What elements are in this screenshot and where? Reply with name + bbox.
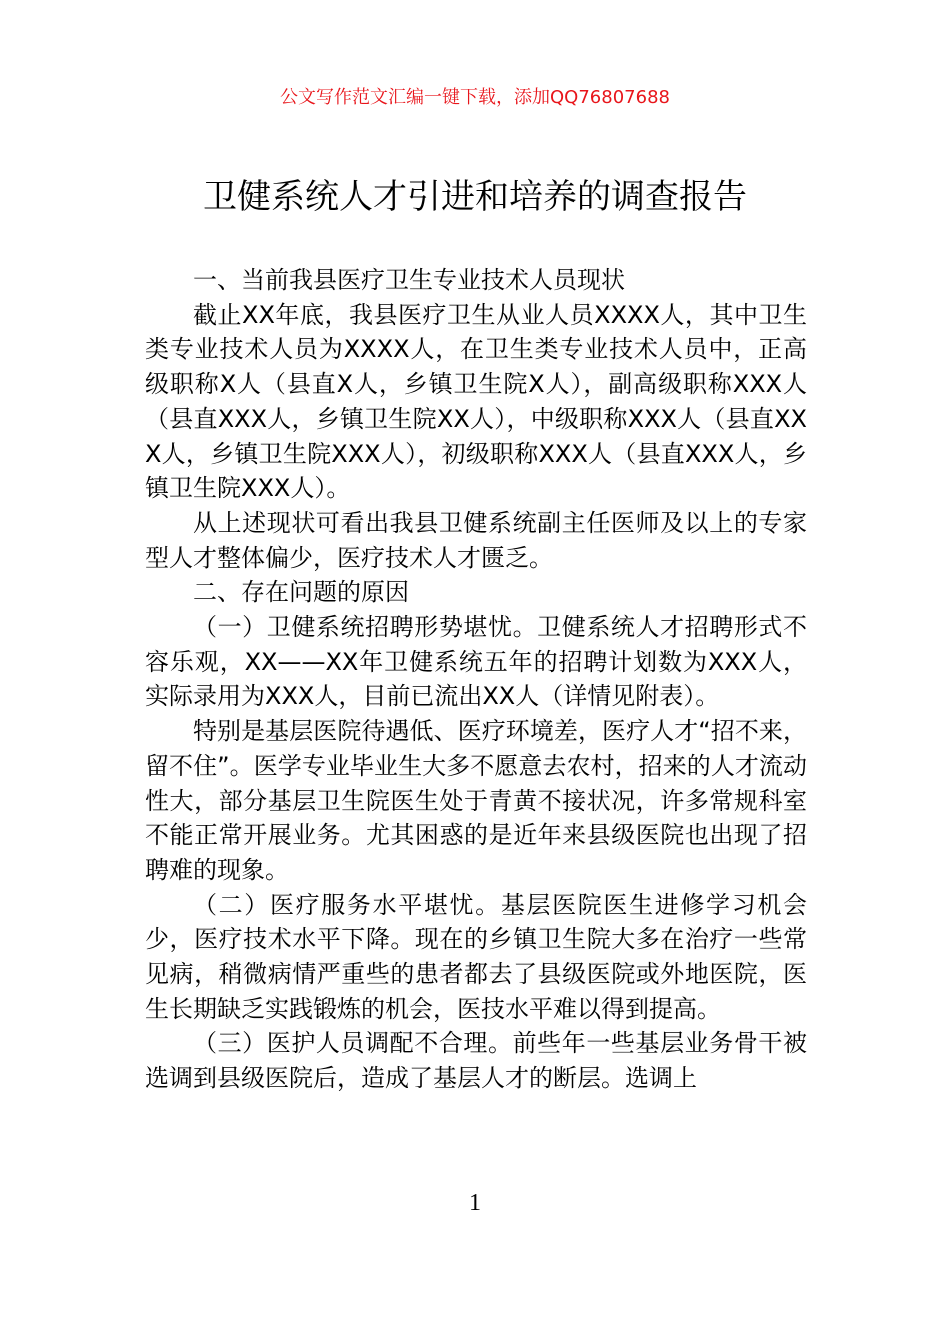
body-paragraph: （三）医护人员调配不合理。前些年一些基层业务骨干被选调到县级医院后，造成了基层人才的断层。选调上: [145, 1029, 807, 1093]
document-title: 卫健系统人才引进和培养的调查报告: [203, 177, 747, 217]
page-number: 1: [469, 1190, 481, 1216]
section-heading-1: 一、当前我县医疗卫生专业技术人员现状: [193, 266, 625, 294]
body-paragraph: 从上述现状可看出我县卫健系统副主任医师及以上的专家型人才整体偏少，医疗技术人才匮乏。: [145, 508, 807, 572]
header-promo-note: 公文写作范文汇编一键下载，添加QQ76807688: [280, 87, 670, 108]
body-paragraph: 截止XX年底，我县医疗卫生从业人员XXXX人，其中卫生类专业技术人员为XXXX人，在卫生类专业技术人员中，正高级职称X人（县直X人，乡镇卫生院X人），副高级职称XXX人（县直XXX人，乡镇卫生院XX人），中级职称XXX人（县直XXX人，乡镇卫生院XXX人），初级职称XXX人（县直XXX人，乡镇卫生院XXX人）。: [145, 300, 807, 503]
body-paragraph: 特别是基层医院待遇低、医疗环境差，医疗人才“招不来，留不住”。医学专业毕业生大多不愿意去农村，招来的人才流动性大，部分基层卫生院医生处于青黄不接状况，许多常规科室不能正常开展业务。尤其困惑的是近年来县级医院也出现了招聘难的现象。: [145, 717, 807, 884]
section-heading-2: 二、存在问题的原因: [193, 578, 409, 607]
body-paragraph: （二）医疗服务水平堪忧。基层医院医生进修学习机会少，医疗技术水平下降。现在的乡镇卫生院大多在治疗一些常见病，稍微病情严重些的患者都去了县级医院或外地医院，医生长期缺乏实践锻炼的机会，医技水平难以得到提高。: [145, 890, 807, 1023]
body-paragraph: （一）卫健系统招聘形势堪忧。卫健系统人才招聘形式不容乐观，XX——XX年卫健系统五年的招聘计划数为XXX人，实际录用为XXX人，目前已流出XX人（详情见附表）。: [145, 613, 807, 711]
document-body: [145, 263, 807, 1096]
